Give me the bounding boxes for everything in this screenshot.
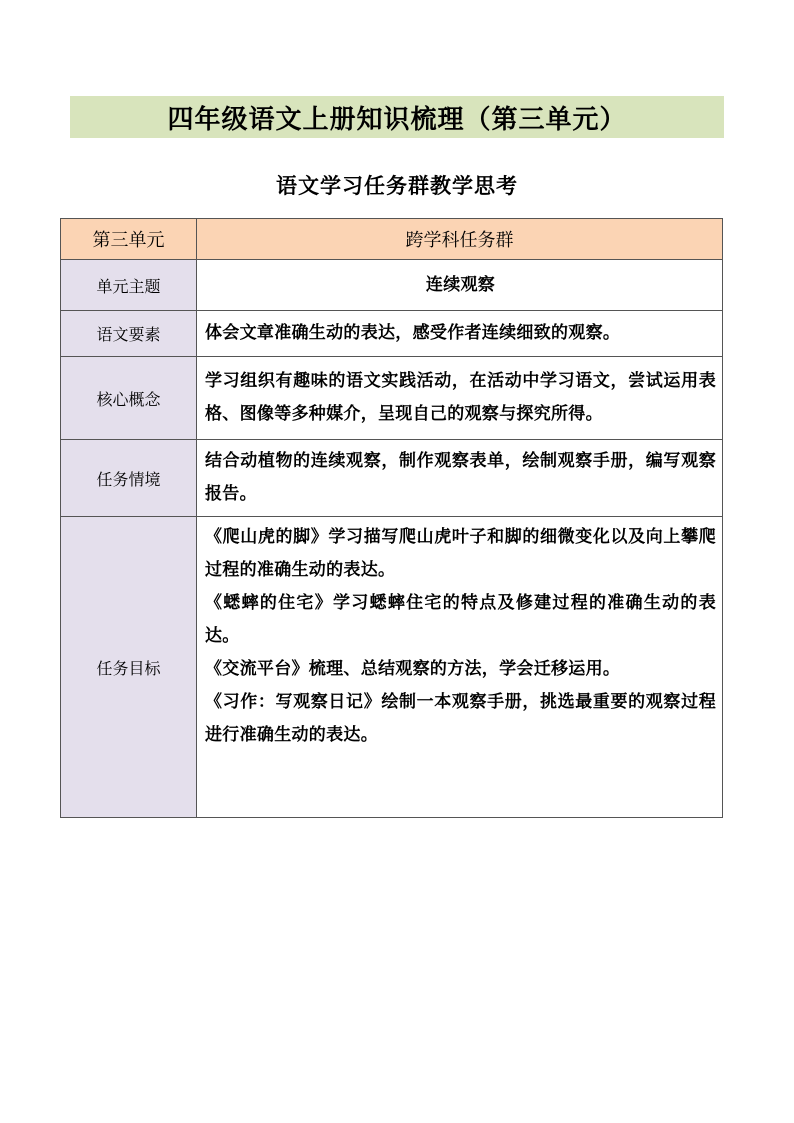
table-row <box>61 260 723 311</box>
header-group: 跨学科任务群 <box>197 219 723 260</box>
page-subtitle: 语文学习任务群教学思考 <box>276 173 518 198</box>
goal-line: 《交流平台》梳理、总结观察的方法，学会迁移运用。 <box>205 659 621 679</box>
goal-line: 《蟋蟀的住宅》学习蟋蟀住宅的特点及修建过程的准确生动的表达。 <box>205 593 716 646</box>
row-value: 连续观察 <box>197 260 723 311</box>
task-table <box>60 218 723 818</box>
goal-line: 《习作：写观察日记》绘制一本观察手册，挑选最重要的观察过程进行准确生动的表达。 <box>205 692 716 745</box>
row-value: 体会文章准确生动的表达，感受作者连续细致的观察。 <box>197 311 723 357</box>
row-label: 任务目标 <box>61 517 197 818</box>
row-label: 语文要素 <box>61 311 197 357</box>
table-row <box>61 311 723 357</box>
goal-line: 《爬山虎的脚》学习描写爬山虎叶子和脚的细微变化以及向上攀爬过程的准确生动的表达。 <box>205 527 716 580</box>
page-title: 四年级语文上册知识梳理（第三单元） <box>167 104 627 135</box>
row-value <box>197 517 723 818</box>
table-header-row <box>61 219 723 260</box>
table-row <box>61 517 723 818</box>
table-row <box>61 440 723 517</box>
row-label: 单元主题 <box>61 260 197 311</box>
header-unit: 第三单元 <box>61 219 197 260</box>
row-label: 核心概念 <box>61 357 197 440</box>
row-value: 学习组织有趣味的语文实践活动，在活动中学习语文，尝试运用表格、图像等多种媒介，呈现自己的观察与探究所得。 <box>197 357 723 440</box>
title-banner <box>70 96 724 138</box>
row-value: 结合动植物的连续观察，制作观察表单，绘制观察手册，编写观察报告。 <box>197 440 723 517</box>
row-label: 任务情境 <box>61 440 197 517</box>
table-row <box>61 357 723 440</box>
